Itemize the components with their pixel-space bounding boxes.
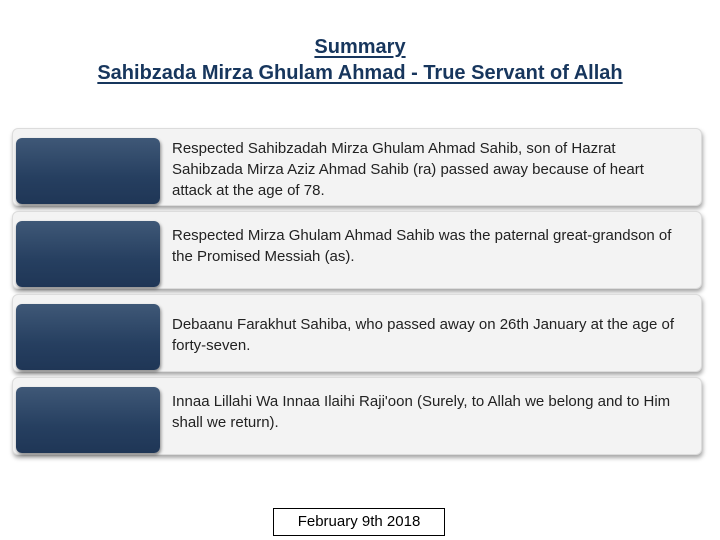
- summary-row: [12, 211, 702, 289]
- row-text: Respected Mirza Ghulam Ahmad Sahib was the paternal great-grandson of the Promised Messiah (as).: [172, 227, 672, 265]
- row-badge: [16, 138, 160, 204]
- summary-list: [12, 128, 702, 460]
- summary-row: [12, 128, 702, 206]
- row-text: Debaanu Farakhut Sahiba, who passed away on 26th January at the age of forty-seven.: [172, 316, 675, 354]
- date-label: February 9th 2018: [273, 508, 445, 536]
- row-text: Respected Sahibzadah Mirza Ghulam Ahmad Sahib, son of Hazrat Sahibzada Mirza Aziz Ahmad Sahib (ra) passed away because of heart attack at the age of 78.: [172, 140, 644, 199]
- row-text: Innaa Lillahi Wa Innaa Ilaihi Raji'oon (Surely, to Allah we belong and to Him shall we return).: [172, 393, 671, 431]
- summary-row: [12, 377, 702, 455]
- row-badge: [16, 221, 160, 287]
- row-badge: [16, 387, 160, 453]
- title-subject: Sahibzada Mirza Ghulam Ahmad - True Servant of Allah: [97, 62, 623, 84]
- title-summary: Summary: [314, 36, 406, 58]
- row-badge: [16, 304, 160, 370]
- summary-row: [12, 294, 702, 372]
- slide-title: [0, 34, 720, 86]
